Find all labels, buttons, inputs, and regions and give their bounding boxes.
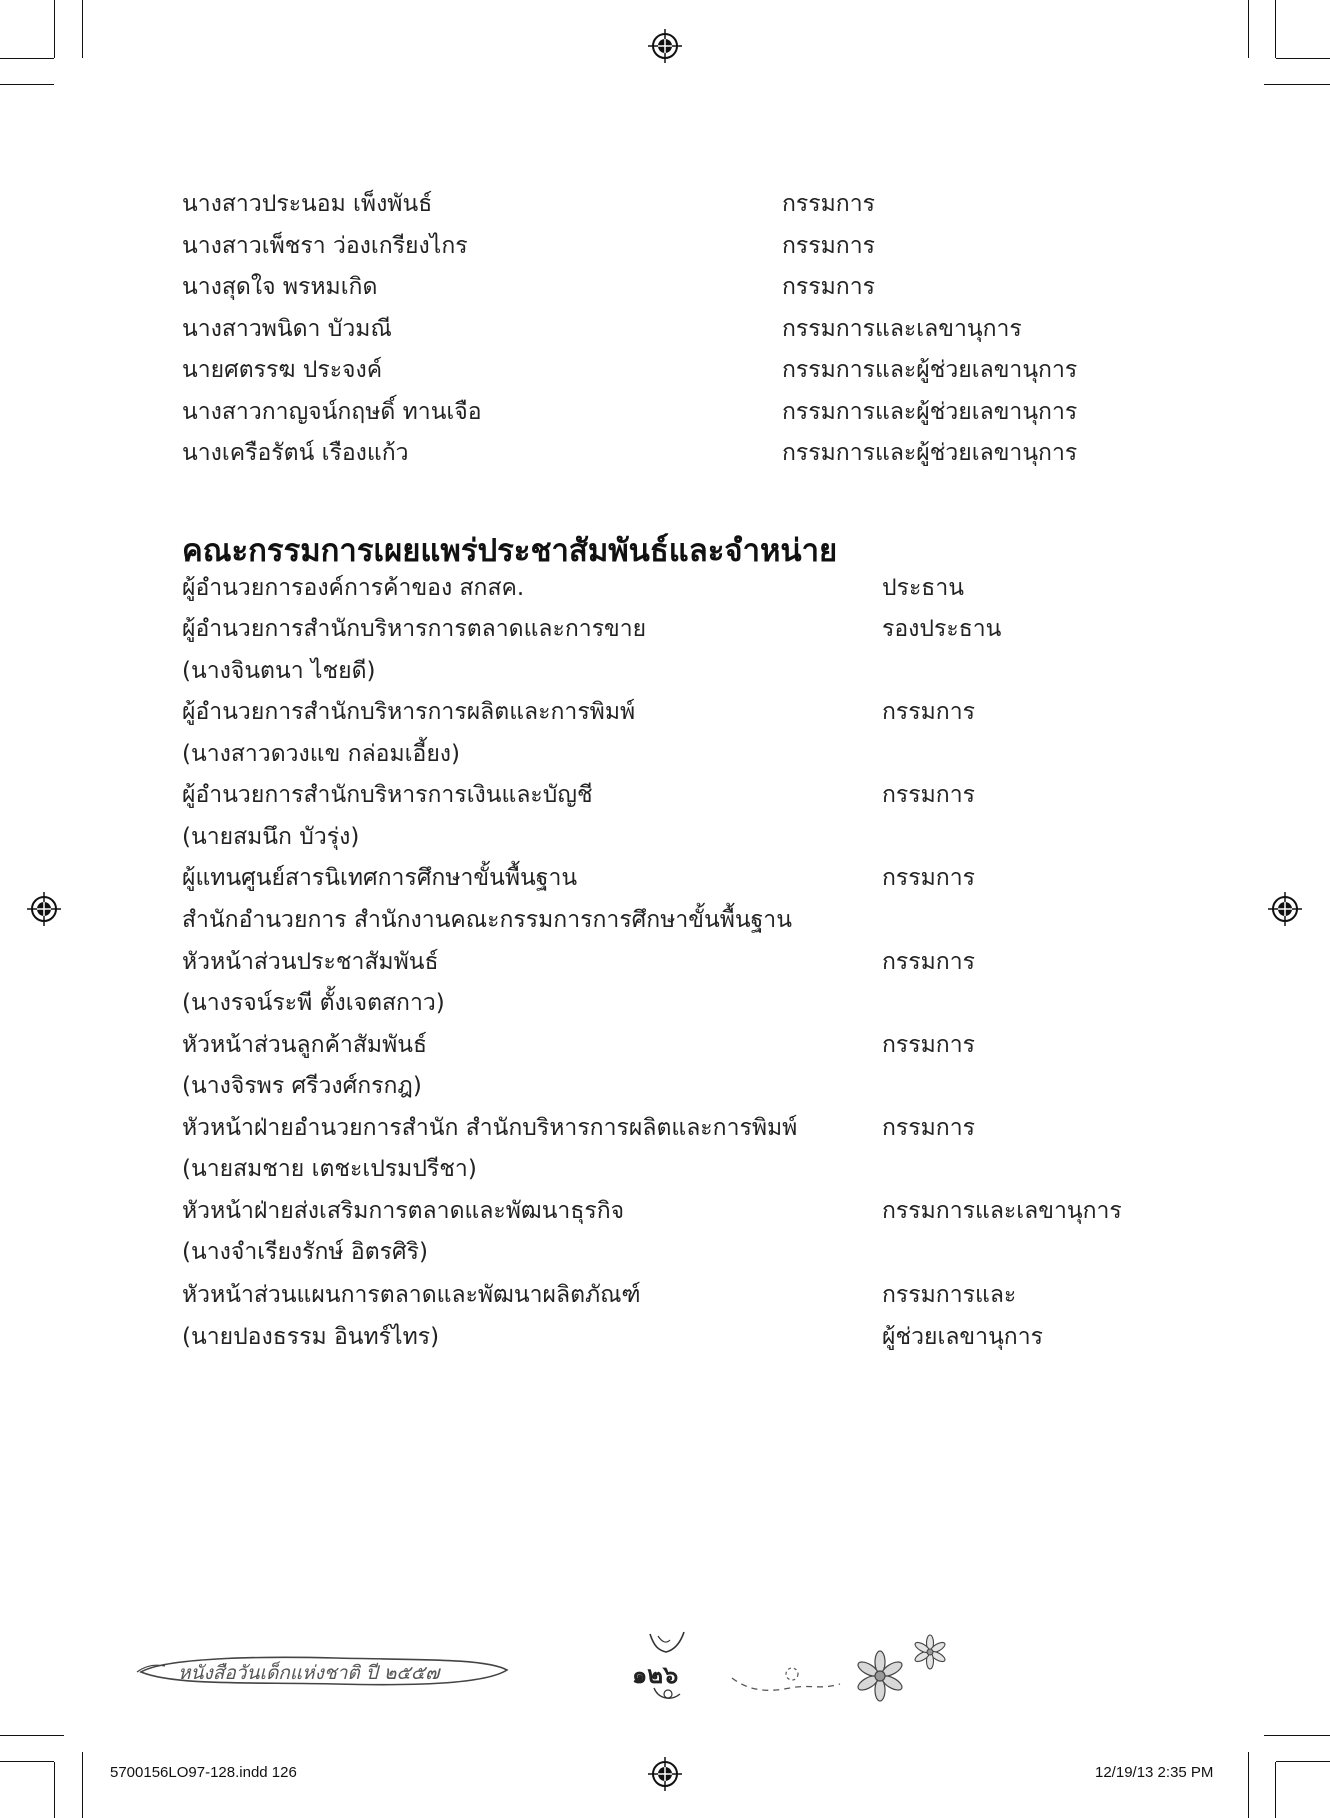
member-name: หัวหน้าส่วนลูกค้าสัมพันธ์ xyxy=(182,1032,427,1058)
member-role: รองประธาน xyxy=(882,616,1002,642)
member-role: กรรมการ xyxy=(782,233,875,259)
member-role: กรรมการและผู้ช่วยเลขานุการ xyxy=(782,357,1078,383)
member-name: (นายปองธรรม อินทร์ไทร) xyxy=(182,1324,440,1350)
committee-row xyxy=(182,1322,1043,1352)
member-name: (นางจำเรียงรักษ์ อิตรศิริ) xyxy=(182,1239,428,1265)
crop-mark xyxy=(1248,1752,1249,1818)
member-name: นางสุดใจ พรหมเกิด xyxy=(182,274,378,300)
crop-mark xyxy=(0,1761,54,1762)
member-role: กรรมการและผู้ช่วยเลขานุการ xyxy=(782,440,1078,466)
member-name: นางเครือรัตน์ เรืองแก้ว xyxy=(182,440,409,466)
committee-row xyxy=(182,1237,428,1267)
member-name: ผู้อำนวยการสำนักบริหารการตลาดและการขาย xyxy=(182,616,647,642)
committee-row xyxy=(182,1113,975,1143)
member-role: กรรมการ xyxy=(882,699,975,725)
member-name: หัวหน้าฝ่ายอำนวยการสำนัก สำนักบริหารการผลิตและการพิมพ์ xyxy=(182,1115,798,1141)
committee-row xyxy=(182,573,964,603)
crop-mark xyxy=(0,58,54,59)
member-name: นางสาวพนิดา บัวมณี xyxy=(182,316,392,342)
committee-row xyxy=(182,189,875,219)
committee-row xyxy=(182,397,1078,427)
committee-row xyxy=(182,231,875,261)
member-name: (นางจินตนา ไชยดี) xyxy=(182,658,376,684)
committee-row xyxy=(182,988,445,1018)
crop-mark xyxy=(1264,1735,1330,1736)
member-name: ผู้แทนศูนย์สารนิเทศการศึกษาขั้นพื้นฐาน xyxy=(182,865,578,891)
member-role: กรรมการ xyxy=(782,191,875,217)
member-name: สำนักอำนวยการ สำนักงานคณะกรรมการการศึกษาขั้นพื้นฐาน xyxy=(182,907,792,933)
committee-row xyxy=(182,656,376,686)
member-name: ผู้อำนวยการองค์การค้าของ สกสค. xyxy=(182,575,525,601)
crop-mark xyxy=(54,1762,55,1818)
member-role: กรรมการ xyxy=(782,274,875,300)
member-name: นางสาวเพ็ชรา ว่องเกรียงไกร xyxy=(182,233,468,259)
committee-row xyxy=(182,697,975,727)
member-role: กรรมการและเลขานุการ xyxy=(782,316,1022,342)
member-role: ประธาน xyxy=(882,575,964,601)
member-role: กรรมการ xyxy=(882,1115,975,1141)
committee-row xyxy=(182,1071,422,1101)
registration-mark-icon xyxy=(648,1757,682,1791)
footer-banner-text: หนังสือวันเด็กแห่งชาติ ปี ๒๕๕๗ xyxy=(178,1662,440,1684)
committee-row xyxy=(182,355,1078,385)
crop-mark xyxy=(1275,1762,1276,1818)
committee-row xyxy=(182,1154,477,1184)
page-number: ๑๒๖ xyxy=(632,1661,679,1689)
committee-row xyxy=(182,905,792,935)
member-role: กรรมการ xyxy=(882,949,975,975)
committee-row xyxy=(182,438,1078,468)
member-name: ผู้อำนวยการสำนักบริหารการเงินและบัญชี xyxy=(182,782,593,808)
committee-row xyxy=(182,1196,1122,1226)
member-name: นางสาวประนอม เพ็งพันธ์ xyxy=(182,191,433,217)
crop-mark xyxy=(1276,1761,1330,1762)
registration-mark-icon xyxy=(27,892,61,926)
slug-filename: 5700156LO97-128.indd 126 xyxy=(110,1764,297,1781)
registration-mark-icon xyxy=(1268,892,1302,926)
crop-mark xyxy=(0,84,54,85)
crop-mark xyxy=(1276,58,1330,59)
member-name: หัวหน้าฝ่ายส่งเสริมการตลาดและพัฒนาธุรกิจ xyxy=(182,1198,625,1224)
member-role: กรรมการและ xyxy=(882,1282,1017,1308)
flower-decoration-icon xyxy=(730,1630,960,1710)
crop-mark xyxy=(82,1752,83,1818)
registration-mark-icon xyxy=(648,29,682,63)
member-name: นายศตรรฆ ประจงค์ xyxy=(182,357,383,383)
member-name: (นายสมนึก บัวรุ่ง) xyxy=(182,824,360,850)
slug-datetime: 12/19/13 2:35 PM xyxy=(1095,1764,1214,1781)
member-name: (นางรจน์ระพี ตั้งเจตสกาว) xyxy=(182,990,445,1016)
committee-row xyxy=(182,822,359,852)
crop-mark xyxy=(54,0,55,58)
member-name: หัวหน้าส่วนประชาสัมพันธ์ xyxy=(182,949,439,975)
member-name: หัวหน้าส่วนแผนการตลาดและพัฒนาผลิตภัณฑ์ xyxy=(182,1282,641,1308)
member-role: กรรมการ xyxy=(882,1032,975,1058)
member-role: กรรมการ xyxy=(882,782,975,808)
committee-row xyxy=(182,739,460,769)
crop-mark xyxy=(82,0,83,58)
member-name: นางสาวกาญจน์กฤษดิ์ ทานเจือ xyxy=(182,399,482,425)
member-name: ผู้อำนวยการสำนักบริหารการผลิตและการพิมพ์ xyxy=(182,699,636,725)
crop-mark xyxy=(1248,0,1249,58)
crop-mark xyxy=(1275,0,1276,58)
member-role: กรรมการและผู้ช่วยเลขานุการ xyxy=(782,399,1078,425)
committee-row xyxy=(182,314,1022,344)
section-heading: คณะกรรมการเผยแพร่ประชาสัมพันธ์และจำหน่าย xyxy=(182,533,838,569)
member-name: (นางสาวดวงแข กล่อมเอี้ยง) xyxy=(182,741,460,767)
committee-row xyxy=(182,614,1002,644)
member-role: ผู้ช่วยเลขานุการ xyxy=(882,1324,1043,1350)
committee-row xyxy=(182,1030,975,1060)
member-name: (นางจิรพร ศรีวงศ์กรกฎ) xyxy=(182,1073,422,1099)
member-role: กรรมการและเลขานุการ xyxy=(882,1198,1122,1224)
committee-row xyxy=(182,947,975,977)
committee-row xyxy=(182,1280,1017,1310)
committee-row xyxy=(182,272,875,302)
committee-row xyxy=(182,863,975,893)
crop-mark xyxy=(0,1735,64,1736)
crop-mark xyxy=(1264,84,1330,85)
member-name: (นายสมชาย เตชะเปรมปรีชา) xyxy=(182,1156,477,1182)
member-role: กรรมการ xyxy=(882,865,975,891)
committee-row xyxy=(182,780,975,810)
